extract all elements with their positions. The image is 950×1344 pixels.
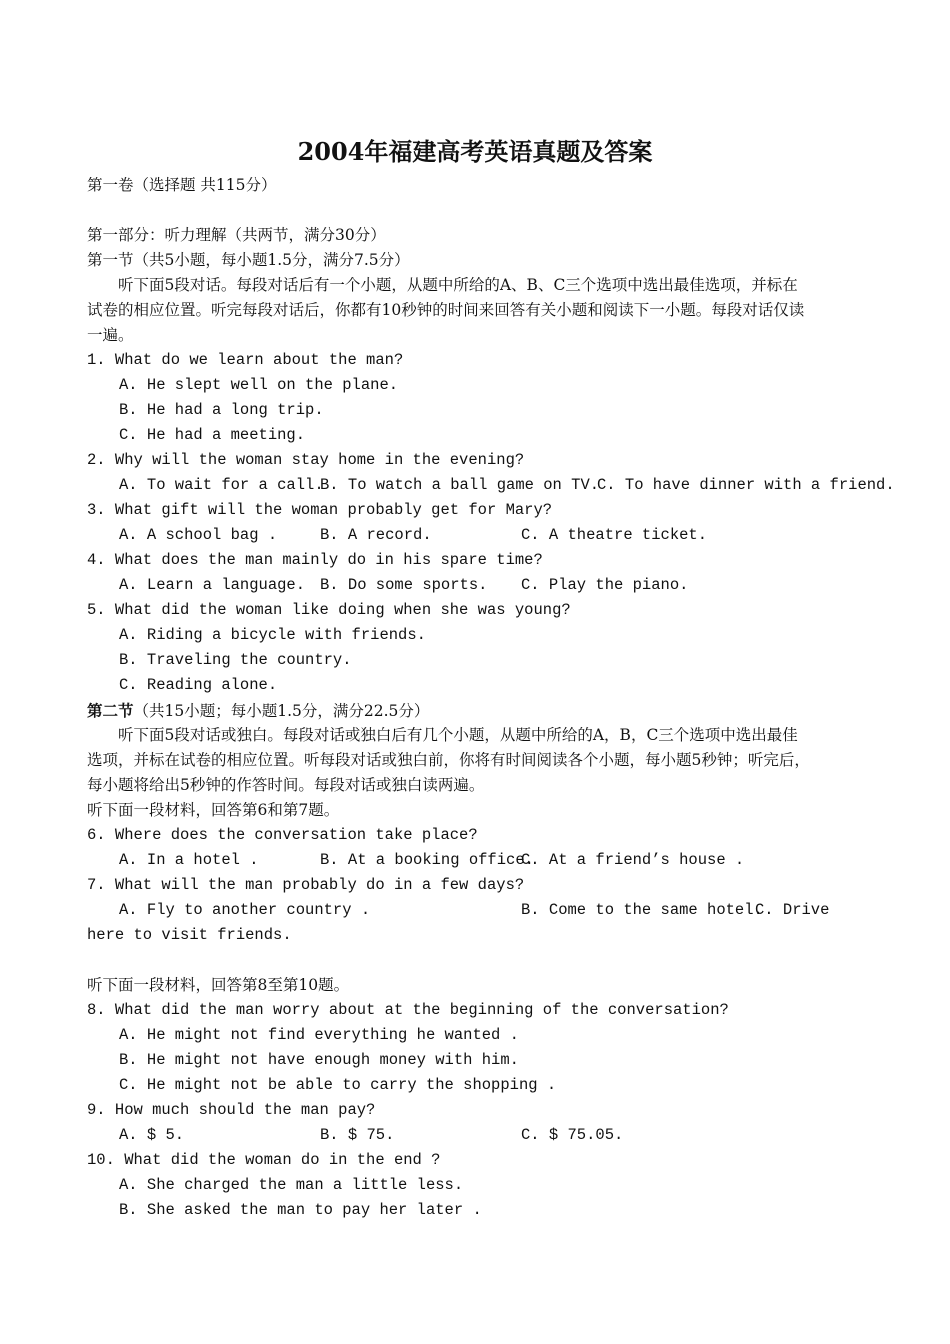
option-a: A. He might not find everything he wanted . bbox=[119, 1026, 519, 1044]
volume-heading: 第一卷（选择题 共115分） bbox=[87, 176, 277, 194]
option-b: B. $ 75. bbox=[320, 1126, 395, 1144]
option-a: A. Riding a bicycle with friends. bbox=[119, 626, 426, 644]
option-b: B. At a booking office. bbox=[320, 851, 534, 869]
question-stem: 2. Why will the woman stay home in the evening? bbox=[87, 451, 525, 469]
option-c: C. He had a meeting. bbox=[119, 426, 306, 444]
option-c: C. Play the piano. bbox=[521, 576, 689, 594]
option-c: C. Drive bbox=[755, 901, 830, 919]
section1-instructions-line: 听下面5段对话。每段对话后有一个小题，从题中所给的A、B、C三个选项中选出最佳选项，并标在 bbox=[87, 276, 798, 294]
option-b: B. He had a long trip. bbox=[119, 401, 324, 419]
question-stem: 6. Where does the conversation take place? bbox=[87, 826, 478, 844]
option-b: B. She asked the man to pay her later . bbox=[119, 1201, 482, 1219]
question-stem: 5. What did the woman like doing when she was young? bbox=[87, 601, 571, 619]
question-stem: 9. How much should the man pay? bbox=[87, 1101, 376, 1119]
option-a: A. Learn a language. bbox=[119, 576, 306, 594]
section1-instructions-line: 一遍。 bbox=[87, 326, 134, 344]
option-c: C. Reading alone. bbox=[119, 676, 278, 694]
question-stem: 8. What did the man worry about at the beginning of the conversation? bbox=[87, 1001, 729, 1019]
page-title: 2004年福建高考英语真题及答案 bbox=[297, 137, 653, 166]
question-stem: 7. What will the man probably do in a few days? bbox=[87, 876, 525, 894]
option-b: B. He might not have enough money with him. bbox=[119, 1051, 519, 1069]
group-heading: 听下面一段材料，回答第6和第7题。 bbox=[87, 801, 340, 819]
section1-heading: 第一节（共5小题，每小题1.5分，满分7.5分） bbox=[87, 251, 410, 269]
option-b: B. To watch a ball game on TV. bbox=[320, 476, 600, 494]
option-c: C. At a friend’s house . bbox=[521, 851, 745, 869]
option-a: A. He slept well on the plane. bbox=[119, 376, 399, 394]
section2-heading bbox=[87, 698, 429, 723]
option-c: C. To have dinner with a friend. bbox=[597, 476, 895, 494]
section2-heading-label: 第二节 bbox=[87, 701, 134, 720]
option-c: C. He might not be able to carry the shopping . bbox=[119, 1076, 557, 1094]
option-a: A. Fly to another country . bbox=[119, 901, 371, 919]
part1-heading: 第一部分：听力理解（共两节，满分30分） bbox=[87, 226, 386, 244]
option-a: A. $ 5. bbox=[119, 1126, 185, 1144]
section2-instructions-line: 选项，并标在试卷的相应位置。听每段对话或独白前，你将有时间阅读各个小题，每小题5秒钟；听完后， bbox=[87, 751, 810, 769]
question-stem: 4. What does the man mainly do in his spare time? bbox=[87, 551, 543, 569]
option-a: A. To wait for a call. bbox=[119, 476, 324, 494]
option-b: B. A record. bbox=[320, 526, 432, 544]
option-b: B. Traveling the country. bbox=[119, 651, 352, 669]
option-a: A. In a hotel . bbox=[119, 851, 259, 869]
option-b: B. Do some sports. bbox=[320, 576, 488, 594]
question-stem: 3. What gift will the woman probably get for Mary? bbox=[87, 501, 553, 519]
option-c: C. $ 75.05. bbox=[521, 1126, 624, 1144]
group-heading: 听下面一段材料，回答第8至第10题。 bbox=[87, 976, 350, 994]
question-stem: 1. What do we learn about the man? bbox=[87, 351, 404, 369]
section2-instructions-line: 听下面5段对话或独白。每段对话或独白后有几个小题，从题中所给的A，B，C三个选项中选出最佳 bbox=[87, 726, 798, 744]
option-c-continuation: here to visit friends. bbox=[87, 926, 292, 944]
option-c: C. A theatre ticket. bbox=[521, 526, 708, 544]
option-b: B. Come to the same hotel. bbox=[521, 901, 763, 919]
section2-instructions-line: 每小题将给出5秒钟的作答时间。每段对话或独白读两遍。 bbox=[87, 776, 485, 794]
section2-heading-detail: （共15小题；每小题1.5分，满分22.5分） bbox=[133, 702, 430, 720]
option-a: A. A school bag . bbox=[119, 526, 278, 544]
section1-instructions-line: 试卷的相应位置。听完每段对话后，你都有10秒钟的时间来回答有关小题和阅读下一小题。每段对话仅读 bbox=[87, 301, 805, 319]
question-stem: 10. What did the woman do in the end ? bbox=[87, 1151, 441, 1169]
option-a: A. She charged the man a little less. bbox=[119, 1176, 464, 1194]
